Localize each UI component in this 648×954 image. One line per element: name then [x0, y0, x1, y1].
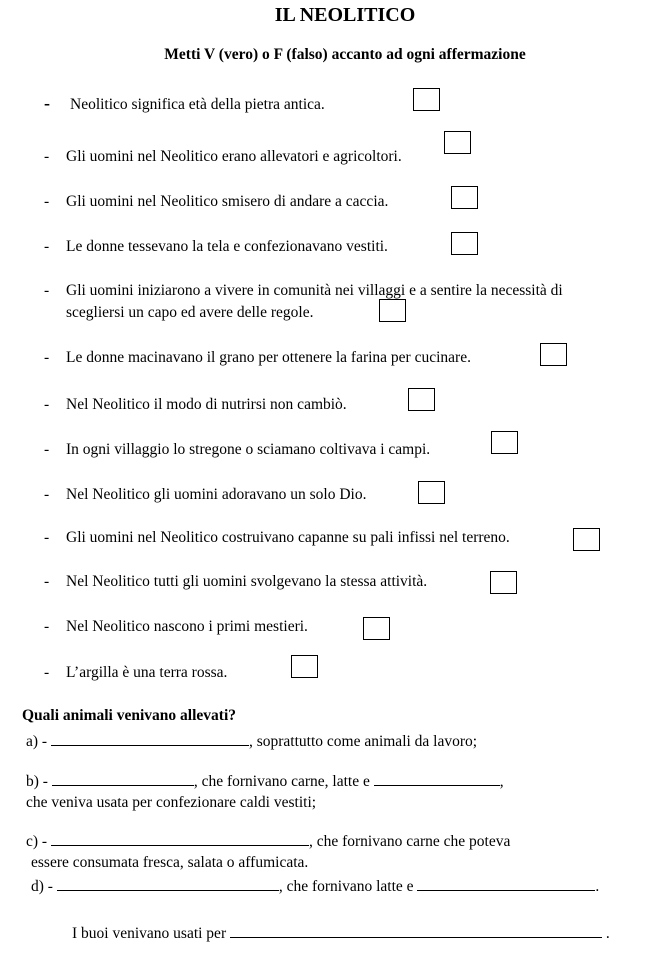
answer-box-11[interactable] [490, 571, 517, 594]
item-label: d) - [31, 878, 53, 895]
question-c-continued: essere consumata fresca, salata o affumicata. [31, 854, 309, 871]
bullet-dash: - [44, 349, 50, 366]
item-label: a) - [26, 733, 48, 750]
instructions: Metti V (vero) o F (falso) accanto ad ogni affermazione [164, 46, 526, 63]
item-text: . [595, 878, 600, 895]
answer-box-4[interactable] [451, 232, 478, 255]
answer-box-1[interactable] [413, 88, 440, 111]
answer-box-3[interactable] [451, 186, 478, 209]
statement-text: Gli uomini nel Neolitico smisero di andare a caccia. [66, 193, 389, 210]
bullet-dash: - [44, 441, 50, 458]
answer-blank-d2[interactable] [417, 876, 595, 891]
statement-text: Le donne tessevano la tela e confezionavano vestiti. [66, 238, 388, 255]
statement-text: Nel Neolitico gli uomini adoravano un solo Dio. [66, 486, 367, 503]
answer-box-12[interactable] [363, 617, 390, 640]
item-text: , che fornivano latte e [278, 878, 414, 895]
item-label: b) - [26, 773, 48, 790]
question-d [31, 876, 599, 897]
answer-blank-c[interactable] [51, 831, 309, 846]
answer-box-8[interactable] [491, 431, 518, 454]
bullet-dash: - [44, 396, 50, 413]
statement-text: Gli uomini iniziarono a vivere in comunità nei villaggi e a sentire la necessità di [66, 282, 563, 299]
answer-box-9[interactable] [418, 481, 445, 504]
statement-text: Neolitico significa età della pietra antica. [70, 96, 325, 113]
question-a [26, 731, 477, 752]
section-heading: Quali animali venivano allevati? [22, 707, 237, 724]
answer-blank-a[interactable] [51, 731, 249, 746]
oxen-question [72, 923, 610, 944]
answer-box-13[interactable] [291, 655, 318, 678]
question-c [26, 831, 510, 852]
bullet-dash: - [44, 282, 50, 299]
statement-text: Nel Neolitico nascono i primi mestieri. [66, 618, 308, 635]
item-text: . [605, 925, 610, 942]
answer-blank-d1[interactable] [57, 876, 279, 891]
item-text: , [499, 773, 504, 790]
item-text: I buoi venivano usati per [72, 925, 227, 942]
bullet-dash: - [44, 573, 50, 590]
statement-text: Nel Neolitico il modo di nutrirsi non cambiò. [66, 396, 347, 413]
answer-box-5[interactable] [379, 299, 406, 322]
statement-text: Gli uomini nel Neolitico erano allevatori e agricoltori. [66, 148, 402, 165]
statement-text-continued: scegliersi un capo ed avere delle regole. [66, 304, 314, 321]
statement-text: Gli uomini nel Neolitico costruivano capanne su pali infissi nel terreno. [66, 529, 510, 546]
statement-text: L’argilla è una terra rossa. [66, 664, 228, 681]
answer-blank-oxen[interactable] [230, 923, 602, 938]
bullet-dash: - [44, 529, 50, 546]
answer-box-6[interactable] [540, 343, 567, 366]
answer-box-2[interactable] [444, 131, 471, 154]
statement-text: In ogni villaggio lo stregone o sciamano coltivava i campi. [66, 441, 431, 458]
item-label: c) - [26, 833, 48, 850]
bullet-dash: - [44, 193, 50, 210]
bullet-dash: - [44, 238, 50, 255]
page-title: IL NEOLITICO [274, 4, 416, 26]
answer-box-10[interactable] [573, 528, 600, 551]
answer-blank-b2[interactable] [374, 771, 500, 786]
statement-text: Le donne macinavano il grano per ottenere la farina per cucinare. [66, 349, 471, 366]
bullet-dash: - [44, 93, 50, 113]
bullet-dash: - [44, 618, 50, 635]
bullet-dash: - [44, 664, 50, 681]
item-text: , soprattutto come animali da lavoro; [248, 733, 478, 750]
answer-blank-b1[interactable] [52, 771, 194, 786]
bullet-dash: - [44, 148, 50, 165]
bullet-dash: - [44, 486, 50, 503]
answer-box-7[interactable] [408, 388, 435, 411]
item-text: , che fornivano carne, latte e [193, 773, 370, 790]
question-b [26, 771, 504, 792]
statement-text: Nel Neolitico tutti gli uomini svolgevano la stessa attività. [66, 573, 428, 590]
question-b-continued: che veniva usata per confezionare caldi vestiti; [26, 794, 317, 811]
item-text: , che fornivano carne che poteva [308, 833, 511, 850]
